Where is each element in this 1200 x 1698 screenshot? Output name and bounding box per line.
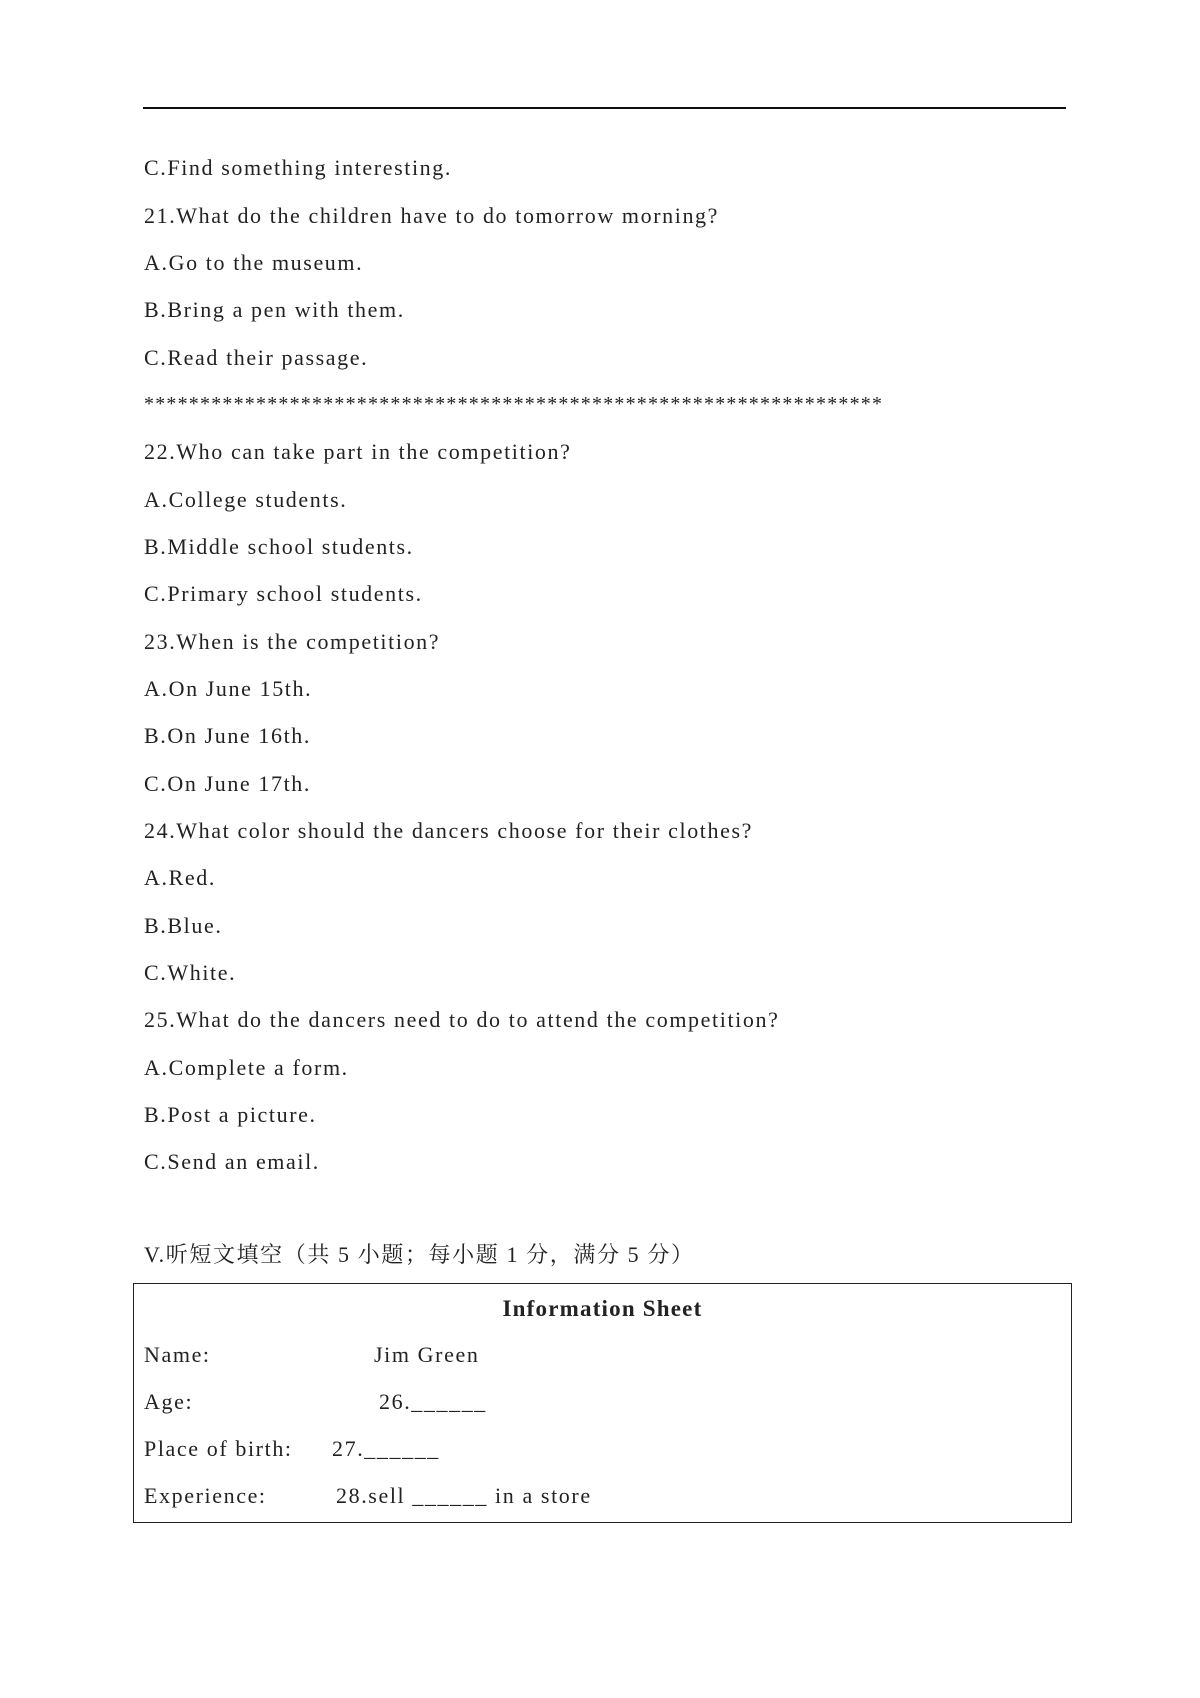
option-a-q24: A.Red. [144, 865, 216, 890]
information-sheet-table [133, 1283, 1072, 1523]
option-a-q21: A.Go to the museum. [144, 250, 364, 275]
question-21: 21.What do the children have to do tomorrow morning? [144, 203, 720, 228]
option-b-q23: B.On June 16th. [144, 723, 311, 748]
option-c-q23: C.On June 17th. [144, 771, 311, 796]
option-a-q23: A.On June 15th. [144, 676, 313, 701]
option-a-q25: A.Complete a form. [144, 1055, 349, 1080]
option-b-q25: B.Post a picture. [144, 1102, 317, 1127]
info-value-age: 26.______ [379, 1389, 487, 1414]
option-b-q22: B.Middle school students. [144, 534, 414, 559]
info-value-place-of-birth: 27.______ [332, 1436, 440, 1461]
info-label-place-of-birth: Place of birth: [144, 1436, 293, 1461]
option-c-q25: C.Send an email. [144, 1149, 320, 1174]
option-b-q24: B.Blue. [144, 913, 223, 938]
info-label-experience: Experience: [144, 1483, 267, 1508]
header-rule [143, 107, 1066, 109]
question-22: 22.Who can take part in the competition? [144, 439, 572, 464]
question-25: 25.What do the dancers need to do to attend the competition? [144, 1007, 780, 1032]
option-a-q22: A.College students. [144, 487, 348, 512]
asterisk-divider: ****************************************************************** [144, 393, 884, 415]
info-value-experience: 28.sell ______ in a store [336, 1483, 592, 1508]
option-c-q21: C.Read their passage. [144, 345, 369, 370]
option-c-q20: C.Find something interesting. [144, 155, 452, 180]
information-sheet-title: Information Sheet [502, 1296, 703, 1321]
question-23: 23.When is the competition? [144, 629, 441, 654]
section-heading: V.听短文填空（共 5 小题；每小题 1 分，满分 5 分） [144, 1242, 695, 1267]
option-c-q22: C.Primary school students. [144, 581, 423, 606]
option-c-q24: C.White. [144, 960, 237, 985]
info-label-age: Age: [144, 1389, 194, 1414]
option-b-q21: B.Bring a pen with them. [144, 297, 405, 322]
question-24: 24.What color should the dancers choose for their clothes? [144, 818, 754, 843]
info-label-name: Name: [144, 1342, 211, 1367]
info-value-name: Jim Green [374, 1342, 480, 1367]
